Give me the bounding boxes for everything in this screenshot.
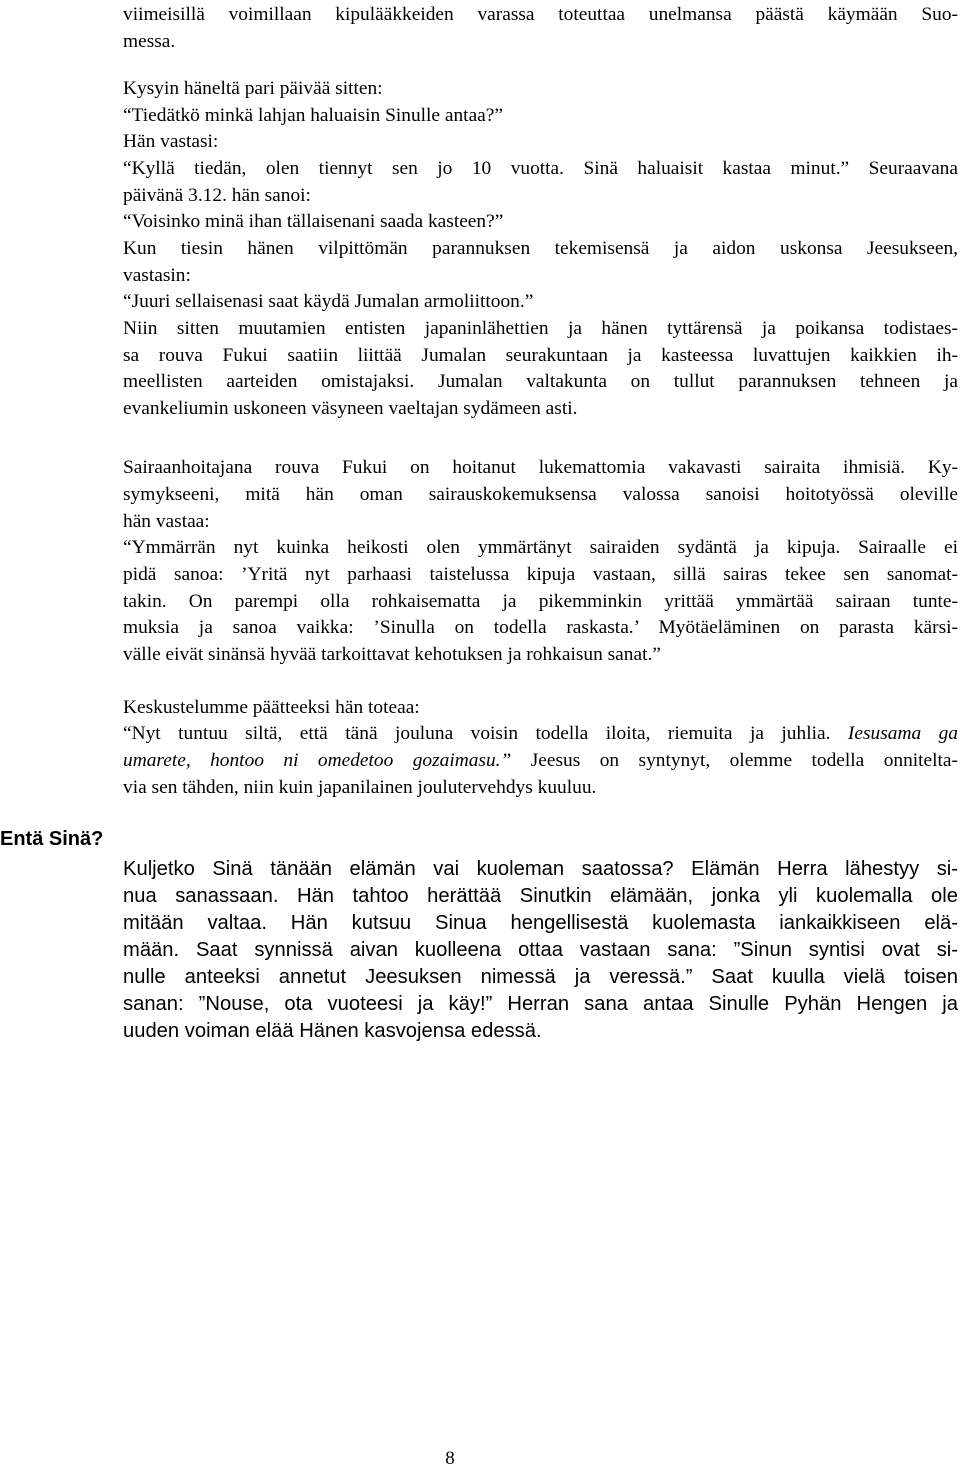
japanese-greeting: Iesusama ga (847, 723, 959, 744)
text-line: sanan: ”Nouse, ota vuoteesi ja käy!” Herran sana antaa Sinulle Pyhän Hengen ja (123, 993, 958, 1015)
text-line: nulle anteeksi annetut Jeesuksen nimessä ja veressä.” Saat kuulla vielä toisen (123, 966, 958, 988)
text-line: pidä sanoa: ’Yritä nyt parhaasi taistelussa kipuja vastaan, sillä sairas tekee sen sanomat- (123, 564, 958, 585)
text-line (123, 748, 958, 775)
text-line: mitään valtaa. Hän kutsuu Sinua hengellisestä kuolemasta iankaikkiseen elä- (123, 912, 958, 934)
text-line: muksia ja sanoa vaikka: ’Sinulla on todella raskasta.’ Myötäeläminen on parasta kärsi- (123, 617, 958, 638)
text-span: “Nyt tuntuu siltä, että tänä jouluna voisin todella iloita, riemuita ja juhlia. (123, 723, 848, 744)
text-line: hän vastaa: (123, 511, 210, 532)
text-line: Sairaanhoitajana rouva Fukui on hoitanut lukemattomia vakavasti sairaita ihmisiä. Ky- (123, 457, 958, 478)
text-line: Kuljetko Sinä tänään elämän vai kuoleman saatossa? Elämän Herra lähestyy si- (123, 858, 958, 880)
text-line: “Kyllä tiedän, olen tiennyt sen jo 10 vuotta. Sinä haluaisit kastaa minut.” Seuraavana (123, 158, 958, 179)
text-line: nua sanassaan. Hän tahtoo herättää Sinutkin elämään, jonka yli kuolemalla ole (123, 885, 958, 907)
text-line: symykseeni, mitä hän oman sairauskokemuksensa valossa sanoisi hoitotyössä oleville (123, 484, 958, 505)
text-line: Hän vastasi: (123, 131, 219, 152)
text-line (123, 721, 958, 748)
text-line: “Tiedätkö minkä lahjan haluaisin Sinulle antaa?” (123, 105, 503, 126)
text-span: Jeesus on syntynyt, olemme todella onnitelta- (511, 750, 959, 771)
text-line: messa. (123, 31, 176, 52)
text-line: sa rouva Fukui saatiin liittää Jumalan seurakuntaan ja kasteessa luvattujen kaikkien ih- (123, 345, 958, 366)
section-heading: Entä Sinä? (0, 828, 104, 850)
text-line: “Juuri sellaisenasi saat käydä Jumalan armoliittoon.” (123, 291, 534, 312)
text-line: Keskustelumme päätteeksi hän toteaa: (123, 697, 420, 718)
text-line: päivänä 3.12. hän sanoi: (123, 185, 311, 206)
text-line: viimeisillä voimillaan kipulääkkeiden varassa toteuttaa unelmansa päästä käymään Suo- (123, 4, 958, 25)
page-number: 8 (445, 1448, 455, 1469)
japanese-greeting: umarete, hontoo ni omedetoo gozaimasu.” (123, 750, 512, 771)
text-line: mään. Saat synnissä aivan kuolleena ottaa vastaan sana: ”Sinun syntisi ovat si- (123, 939, 958, 961)
text-line: uuden voiman elää Hänen kasvojensa edessä. (123, 1020, 542, 1042)
text-line: “Voisinko minä ihan tällaisenani saada kasteen?” (123, 211, 504, 232)
text-line: Kysyin häneltä pari päivää sitten: (123, 78, 383, 99)
text-line: välle eivät sinänsä hyvää tarkoittavat kehotuksen ja rohkaisun sanat.” (123, 644, 661, 665)
text-line: via sen tähden, niin kuin japanilainen joulutervehdys kuuluu. (123, 777, 597, 798)
text-line: vastasin: (123, 265, 191, 286)
text-line: evankeliumin uskoneen väsyneen vaeltajan sydämeen asti. (123, 398, 578, 419)
text-line: Kun tiesin hänen vilpittömän parannuksen tekemisensä ja aidon uskonsa Jeesukseen, (123, 238, 958, 259)
text-line: “Ymmärrän nyt kuinka heikosti olen ymmärtänyt sairaiden sydäntä ja kipuja. Sairaalle ei (123, 537, 958, 558)
text-line: takin. On parempi olla rohkaisematta ja pikemminkin yrittää ymmärtää sairaan tunte- (123, 591, 958, 612)
text-line: meellisten aarteiden omistajaksi. Jumalan valtakunta on tullut parannuksen tehneen ja (123, 371, 958, 392)
text-line: Niin sitten muutamien entisten japaninlähettien ja hänen tyttärensä ja poikansa todistaes- (123, 318, 958, 339)
